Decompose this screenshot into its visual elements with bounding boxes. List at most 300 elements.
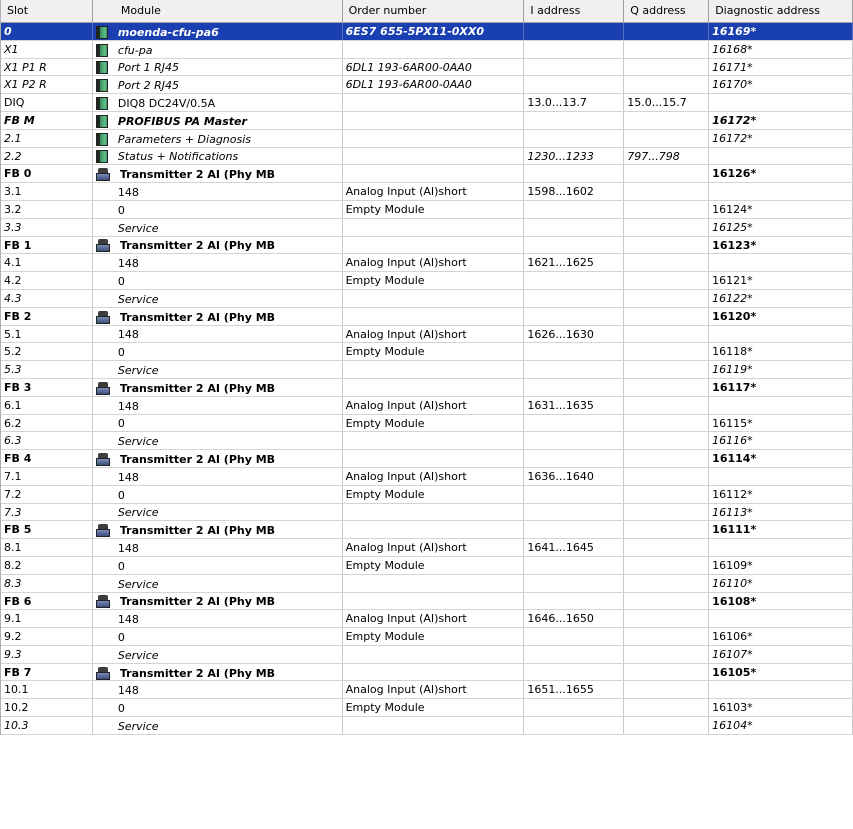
table-row[interactable]	[1, 379, 853, 397]
i-address-cell[interactable]	[524, 450, 624, 467]
module-cell[interactable]	[93, 59, 343, 76]
i-address-cell[interactable]: 1631...1635	[524, 397, 624, 414]
slot-cell[interactable]: FB 6	[1, 593, 93, 610]
slot-cell[interactable]: 7.1	[1, 468, 93, 485]
i-address-cell[interactable]	[524, 361, 624, 378]
q-address-cell[interactable]: 797...798	[624, 148, 709, 165]
table-row[interactable]	[1, 41, 853, 59]
slot-cell[interactable]: 10.3	[1, 717, 93, 734]
slot-cell[interactable]: 9.3	[1, 646, 93, 663]
column-header-order-number[interactable]: Order number	[343, 0, 525, 22]
slot-cell[interactable]: 2.2	[1, 148, 93, 165]
diagnostic-address-cell[interactable]	[709, 326, 853, 343]
table-row[interactable]	[1, 557, 853, 575]
i-address-cell[interactable]	[524, 23, 624, 40]
table-row[interactable]	[1, 610, 853, 628]
i-address-cell[interactable]	[524, 628, 624, 645]
module-cell[interactable]	[93, 521, 343, 538]
transmitter-icon	[96, 311, 110, 324]
q-address-cell[interactable]	[624, 59, 709, 76]
table-row[interactable]	[1, 397, 853, 415]
q-address-cell[interactable]	[624, 272, 709, 289]
q-address-cell[interactable]	[624, 219, 709, 236]
slot-cell[interactable]: 8.3	[1, 575, 93, 592]
module-label: PROFIBUS PA Master	[117, 114, 247, 128]
q-address-cell[interactable]	[624, 717, 709, 734]
i-address-cell[interactable]	[524, 308, 624, 325]
order-number-cell[interactable]	[343, 112, 525, 129]
diagnostic-address-cell[interactable]	[709, 610, 853, 627]
i-address-cell[interactable]	[524, 593, 624, 610]
module-cell[interactable]	[93, 76, 343, 93]
slot-cell[interactable]: X1 P2 R	[1, 76, 93, 93]
order-number-cell[interactable]	[343, 521, 525, 538]
column-header-module[interactable]: Module	[93, 0, 343, 22]
order-number-cell[interactable]: Analog Input (AI)short	[343, 539, 525, 556]
q-address-cell[interactable]	[624, 379, 709, 396]
i-address-cell[interactable]	[524, 201, 624, 218]
q-address-cell[interactable]	[624, 397, 709, 414]
module-label: 0	[117, 630, 125, 644]
module-label: Port 2 RJ45	[117, 79, 179, 93]
table-row[interactable]	[1, 432, 853, 450]
q-address-cell[interactable]	[624, 112, 709, 129]
i-address-cell[interactable]: 1636...1640	[524, 468, 624, 485]
table-row[interactable]	[1, 23, 853, 41]
table-row[interactable]	[1, 112, 853, 130]
order-number-cell[interactable]: Analog Input (AI)short	[343, 610, 525, 627]
order-number-cell[interactable]: Empty Module	[343, 272, 525, 289]
slot-cell[interactable]: 8.1	[1, 539, 93, 556]
slot-cell[interactable]: FB 0	[1, 165, 93, 182]
order-number-cell[interactable]: Analog Input (AI)short	[343, 326, 525, 343]
order-number-cell[interactable]	[343, 575, 525, 592]
column-header-i-address[interactable]: I address	[524, 0, 624, 22]
table-row[interactable]	[1, 681, 853, 699]
diagnostic-address-cell[interactable]: 16126*	[709, 165, 853, 182]
column-header-slot[interactable]: Slot	[1, 0, 93, 22]
table-row[interactable]	[1, 699, 853, 717]
module-cell[interactable]	[93, 361, 343, 378]
order-number-cell[interactable]	[343, 130, 525, 147]
column-header-q-address[interactable]: Q address	[624, 0, 709, 22]
q-address-cell[interactable]	[624, 130, 709, 147]
table-row[interactable]	[1, 504, 853, 522]
table-row[interactable]	[1, 308, 853, 326]
diagnostic-address-cell[interactable]	[709, 254, 853, 271]
slot-cell[interactable]: 0	[1, 23, 93, 40]
slot-cell[interactable]: FB 3	[1, 379, 93, 396]
module-cell[interactable]	[93, 717, 343, 734]
q-address-cell[interactable]	[624, 183, 709, 200]
slot-cell[interactable]: 3.2	[1, 201, 93, 218]
q-address-cell[interactable]	[624, 486, 709, 503]
module-cell[interactable]	[93, 664, 343, 681]
table-row[interactable]	[1, 450, 853, 468]
column-header-diagnostic-address[interactable]: Diagnostic address	[709, 0, 853, 22]
table-row[interactable]	[1, 468, 853, 486]
q-address-cell[interactable]	[624, 628, 709, 645]
slot-cell[interactable]: 4.1	[1, 254, 93, 271]
q-address-cell[interactable]	[624, 76, 709, 93]
module-label: Service	[117, 506, 159, 520]
table-row[interactable]	[1, 628, 853, 646]
module-label: Port 1 RJ45	[117, 61, 179, 75]
slot-cell[interactable]: 10.1	[1, 681, 93, 698]
diagnostic-address-cell[interactable]: 16112*	[709, 486, 853, 503]
table-row[interactable]	[1, 326, 853, 344]
q-address-cell[interactable]	[624, 646, 709, 663]
diagnostic-address-cell[interactable]	[709, 148, 853, 165]
order-number-cell[interactable]: Empty Module	[343, 557, 525, 574]
module-cell[interactable]	[93, 326, 343, 343]
i-address-cell[interactable]	[524, 112, 624, 129]
order-number-cell[interactable]	[343, 361, 525, 378]
i-address-cell[interactable]	[524, 699, 624, 716]
i-address-cell[interactable]	[524, 717, 624, 734]
i-address-cell[interactable]	[524, 272, 624, 289]
table-row[interactable]	[1, 593, 853, 611]
diagnostic-address-cell[interactable]: 16124*	[709, 201, 853, 218]
diagnostic-address-cell[interactable]: 16103*	[709, 699, 853, 716]
i-address-cell[interactable]	[524, 415, 624, 432]
slot-cell[interactable]: 5.1	[1, 326, 93, 343]
order-number-cell[interactable]	[343, 237, 525, 254]
diagnostic-address-cell[interactable]: 16114*	[709, 450, 853, 467]
module-cell[interactable]	[93, 415, 343, 432]
slot-cell[interactable]: 8.2	[1, 557, 93, 574]
q-address-cell[interactable]	[624, 290, 709, 307]
table-row[interactable]	[1, 486, 853, 504]
module-cell[interactable]	[93, 343, 343, 360]
slot-cell[interactable]: 6.1	[1, 397, 93, 414]
i-address-cell[interactable]: 1230...1233	[524, 148, 624, 165]
table-row[interactable]	[1, 183, 853, 201]
diagnostic-address-cell[interactable]	[709, 183, 853, 200]
table-row[interactable]	[1, 272, 853, 290]
order-number-cell[interactable]: Analog Input (AI)short	[343, 681, 525, 698]
module-cell[interactable]	[93, 432, 343, 449]
table-row[interactable]	[1, 646, 853, 664]
i-address-cell[interactable]	[524, 486, 624, 503]
order-number-cell[interactable]: Empty Module	[343, 486, 525, 503]
i-address-cell[interactable]	[524, 76, 624, 93]
module-cell[interactable]	[93, 699, 343, 716]
slot-cell[interactable]: FB 5	[1, 521, 93, 538]
order-number-cell[interactable]	[343, 379, 525, 396]
diagnostic-address-cell[interactable]: 16123*	[709, 237, 853, 254]
order-number-cell[interactable]: Analog Input (AI)short	[343, 183, 525, 200]
q-address-cell[interactable]	[624, 664, 709, 681]
diagnostic-address-cell[interactable]	[709, 94, 853, 111]
table-row[interactable]	[1, 237, 853, 255]
q-address-cell[interactable]	[624, 593, 709, 610]
slot-cell[interactable]: X1 P1 R	[1, 59, 93, 76]
i-address-cell[interactable]: 1598...1602	[524, 183, 624, 200]
module-cell[interactable]	[93, 593, 343, 610]
diagnostic-address-cell[interactable]	[709, 681, 853, 698]
diagnostic-address-cell[interactable]: 16104*	[709, 717, 853, 734]
module-cell[interactable]	[93, 254, 343, 271]
module-cell[interactable]	[93, 308, 343, 325]
q-address-cell[interactable]	[624, 432, 709, 449]
q-address-cell[interactable]	[624, 343, 709, 360]
q-address-cell[interactable]	[624, 237, 709, 254]
module-cell[interactable]	[93, 219, 343, 236]
diagnostic-address-cell[interactable]: 16172*	[709, 130, 853, 147]
transmitter-icon	[96, 524, 110, 537]
table-row[interactable]	[1, 521, 853, 539]
slot-cell[interactable]: DIQ	[1, 94, 93, 111]
diagnostic-address-cell[interactable]: 16120*	[709, 308, 853, 325]
diagnostic-address-cell[interactable]: 16108*	[709, 593, 853, 610]
order-number-cell[interactable]: 6ES7 655-5PX11-0XX0	[343, 23, 525, 40]
order-number-cell[interactable]	[343, 41, 525, 58]
table-row[interactable]	[1, 361, 853, 379]
q-address-cell[interactable]	[624, 450, 709, 467]
slot-cell[interactable]: 5.2	[1, 343, 93, 360]
q-address-cell[interactable]	[624, 326, 709, 343]
q-address-cell[interactable]	[624, 308, 709, 325]
module-cell[interactable]	[93, 468, 343, 485]
q-address-cell[interactable]	[624, 681, 709, 698]
order-number-cell[interactable]: 6DL1 193-6AR00-0AA0	[343, 76, 525, 93]
slot-cell[interactable]: FB 2	[1, 308, 93, 325]
order-number-cell[interactable]	[343, 664, 525, 681]
order-number-cell[interactable]: Analog Input (AI)short	[343, 254, 525, 271]
order-number-cell[interactable]	[343, 450, 525, 467]
diagnostic-address-cell[interactable]: 16113*	[709, 504, 853, 521]
diagnostic-address-cell[interactable]	[709, 468, 853, 485]
diagnostic-address-cell[interactable]: 16109*	[709, 557, 853, 574]
order-number-cell[interactable]	[343, 219, 525, 236]
module-cell[interactable]	[93, 610, 343, 627]
i-address-cell[interactable]: 1651...1655	[524, 681, 624, 698]
order-number-cell[interactable]	[343, 94, 525, 111]
table-row[interactable]	[1, 165, 853, 183]
q-address-cell[interactable]	[624, 539, 709, 556]
diagnostic-address-cell[interactable]	[709, 539, 853, 556]
module-cell[interactable]	[93, 557, 343, 574]
order-number-cell[interactable]: Analog Input (AI)short	[343, 468, 525, 485]
i-address-cell[interactable]	[524, 219, 624, 236]
module-cell[interactable]	[93, 290, 343, 307]
module-cell[interactable]	[93, 41, 343, 58]
order-number-cell[interactable]: Empty Module	[343, 699, 525, 716]
module-cell[interactable]	[93, 450, 343, 467]
i-address-cell[interactable]	[524, 130, 624, 147]
i-address-cell[interactable]	[524, 664, 624, 681]
diagnostic-address-cell[interactable]: 16115*	[709, 415, 853, 432]
q-address-cell[interactable]	[624, 361, 709, 378]
diagnostic-address-cell[interactable]: 16110*	[709, 575, 853, 592]
order-number-cell[interactable]: Empty Module	[343, 201, 525, 218]
order-number-cell[interactable]	[343, 717, 525, 734]
order-number-cell[interactable]	[343, 504, 525, 521]
diagnostic-address-cell[interactable]: 16169*	[709, 23, 853, 40]
i-address-cell[interactable]	[524, 432, 624, 449]
slot-cell[interactable]: 3.1	[1, 183, 93, 200]
order-number-cell[interactable]	[343, 593, 525, 610]
module-cell[interactable]	[93, 646, 343, 663]
i-address-cell[interactable]	[524, 504, 624, 521]
module-label: 0	[117, 702, 125, 716]
module-cell[interactable]	[93, 201, 343, 218]
diagnostic-address-cell[interactable]: 16118*	[709, 343, 853, 360]
slot-cell[interactable]: FB M	[1, 112, 93, 129]
slot-cell[interactable]: FB 7	[1, 664, 93, 681]
i-address-cell[interactable]	[524, 165, 624, 182]
diagnostic-address-cell[interactable]: 16105*	[709, 664, 853, 681]
slot-cell[interactable]: 6.2	[1, 415, 93, 432]
q-address-cell[interactable]	[624, 610, 709, 627]
diagnostic-address-cell[interactable]: 16125*	[709, 219, 853, 236]
slot-cell[interactable]: 10.2	[1, 699, 93, 716]
q-address-cell[interactable]	[624, 201, 709, 218]
q-address-cell[interactable]	[624, 699, 709, 716]
slot-cell[interactable]: 2.1	[1, 130, 93, 147]
diagnostic-address-cell[interactable]: 16171*	[709, 59, 853, 76]
order-number-cell[interactable]	[343, 646, 525, 663]
diagnostic-address-cell[interactable]: 16122*	[709, 290, 853, 307]
diagnostic-address-cell[interactable]: 16119*	[709, 361, 853, 378]
module-cell[interactable]	[93, 130, 343, 147]
order-number-cell[interactable]: Empty Module	[343, 415, 525, 432]
module-cell[interactable]	[93, 112, 343, 129]
i-address-cell[interactable]	[524, 343, 624, 360]
slot-cell[interactable]: 3.3	[1, 219, 93, 236]
slot-cell[interactable]: 4.2	[1, 272, 93, 289]
i-address-cell[interactable]	[524, 59, 624, 76]
table-row[interactable]	[1, 148, 853, 166]
diagnostic-address-cell[interactable]: 16168*	[709, 41, 853, 58]
i-address-cell[interactable]: 13.0...13.7	[524, 94, 624, 111]
module-cell[interactable]	[93, 272, 343, 289]
module-cell[interactable]	[93, 183, 343, 200]
order-number-cell[interactable]: Empty Module	[343, 628, 525, 645]
module-label: 148	[117, 399, 139, 413]
module-label: 0	[117, 417, 125, 431]
table-row[interactable]	[1, 415, 853, 433]
diagnostic-address-cell[interactable]: 16170*	[709, 76, 853, 93]
q-address-cell[interactable]	[624, 254, 709, 271]
order-number-cell[interactable]: Analog Input (AI)short	[343, 397, 525, 414]
module-cell[interactable]	[93, 379, 343, 396]
table-row[interactable]	[1, 290, 853, 308]
diagnostic-address-cell[interactable]: 16121*	[709, 272, 853, 289]
i-address-cell[interactable]	[524, 521, 624, 538]
order-number-cell[interactable]	[343, 290, 525, 307]
order-number-cell[interactable]	[343, 148, 525, 165]
module-label: cfu-pa	[117, 43, 153, 57]
slot-cell[interactable]: 4.3	[1, 290, 93, 307]
table-row[interactable]	[1, 219, 853, 237]
module-icon	[96, 150, 108, 163]
i-address-cell[interactable]	[524, 290, 624, 307]
i-address-cell[interactable]	[524, 646, 624, 663]
q-address-cell[interactable]	[624, 575, 709, 592]
table-row[interactable]	[1, 539, 853, 557]
q-address-cell[interactable]	[624, 557, 709, 574]
module-cell[interactable]	[93, 165, 343, 182]
slot-cell[interactable]: 9.1	[1, 610, 93, 627]
module-cell[interactable]	[93, 504, 343, 521]
diagnostic-address-cell[interactable]	[709, 397, 853, 414]
module-cell[interactable]	[93, 575, 343, 592]
q-address-cell[interactable]	[624, 41, 709, 58]
q-address-cell[interactable]	[624, 521, 709, 538]
module-cell[interactable]	[93, 94, 343, 111]
slot-cell[interactable]: 7.2	[1, 486, 93, 503]
module-cell[interactable]	[93, 681, 343, 698]
slot-cell[interactable]: FB 1	[1, 237, 93, 254]
i-address-cell[interactable]: 1621...1625	[524, 254, 624, 271]
module-cell[interactable]	[93, 486, 343, 503]
table-row[interactable]	[1, 130, 853, 148]
i-address-cell[interactable]	[524, 41, 624, 58]
q-address-cell[interactable]: 15.0...15.7	[624, 94, 709, 111]
module-cell[interactable]	[93, 23, 343, 40]
i-address-cell[interactable]	[524, 557, 624, 574]
module-cell[interactable]	[93, 628, 343, 645]
diagnostic-address-cell[interactable]: 16172*	[709, 112, 853, 129]
module-icon	[96, 79, 108, 92]
slot-cell[interactable]: X1	[1, 41, 93, 58]
q-address-cell[interactable]	[624, 504, 709, 521]
i-address-cell[interactable]	[524, 379, 624, 396]
slot-cell[interactable]: FB 4	[1, 450, 93, 467]
slot-cell[interactable]: 9.2	[1, 628, 93, 645]
table-row[interactable]	[1, 343, 853, 361]
i-address-cell[interactable]: 1641...1645	[524, 539, 624, 556]
diagnostic-address-cell[interactable]: 16107*	[709, 646, 853, 663]
q-address-cell[interactable]	[624, 23, 709, 40]
order-number-cell[interactable]: 6DL1 193-6AR00-0AA0	[343, 59, 525, 76]
table-header	[1, 0, 853, 23]
module-cell[interactable]	[93, 148, 343, 165]
module-cell[interactable]	[93, 539, 343, 556]
i-address-cell[interactable]	[524, 237, 624, 254]
table-row[interactable]	[1, 717, 853, 735]
slot-cell[interactable]: 7.3	[1, 504, 93, 521]
table-row[interactable]	[1, 94, 853, 112]
module-cell[interactable]	[93, 397, 343, 414]
diagnostic-address-cell[interactable]: 16116*	[709, 432, 853, 449]
order-number-cell[interactable]	[343, 165, 525, 182]
table-row[interactable]	[1, 59, 853, 77]
table-row[interactable]	[1, 575, 853, 593]
q-address-cell[interactable]	[624, 468, 709, 485]
table-row[interactable]	[1, 664, 853, 682]
q-address-cell[interactable]	[624, 415, 709, 432]
order-number-cell[interactable]	[343, 308, 525, 325]
module-cell[interactable]	[93, 237, 343, 254]
table-row[interactable]	[1, 76, 853, 94]
i-address-cell[interactable]: 1646...1650	[524, 610, 624, 627]
diagnostic-address-cell[interactable]: 16117*	[709, 379, 853, 396]
order-number-cell[interactable]: Empty Module	[343, 343, 525, 360]
order-number-cell[interactable]	[343, 432, 525, 449]
diagnostic-address-cell[interactable]: 16106*	[709, 628, 853, 645]
slot-cell[interactable]: 6.3	[1, 432, 93, 449]
table-row[interactable]	[1, 254, 853, 272]
table-row[interactable]	[1, 201, 853, 219]
diagnostic-address-cell[interactable]: 16111*	[709, 521, 853, 538]
slot-cell[interactable]: 5.3	[1, 361, 93, 378]
q-address-cell[interactable]	[624, 165, 709, 182]
i-address-cell[interactable]	[524, 575, 624, 592]
i-address-cell[interactable]: 1626...1630	[524, 326, 624, 343]
